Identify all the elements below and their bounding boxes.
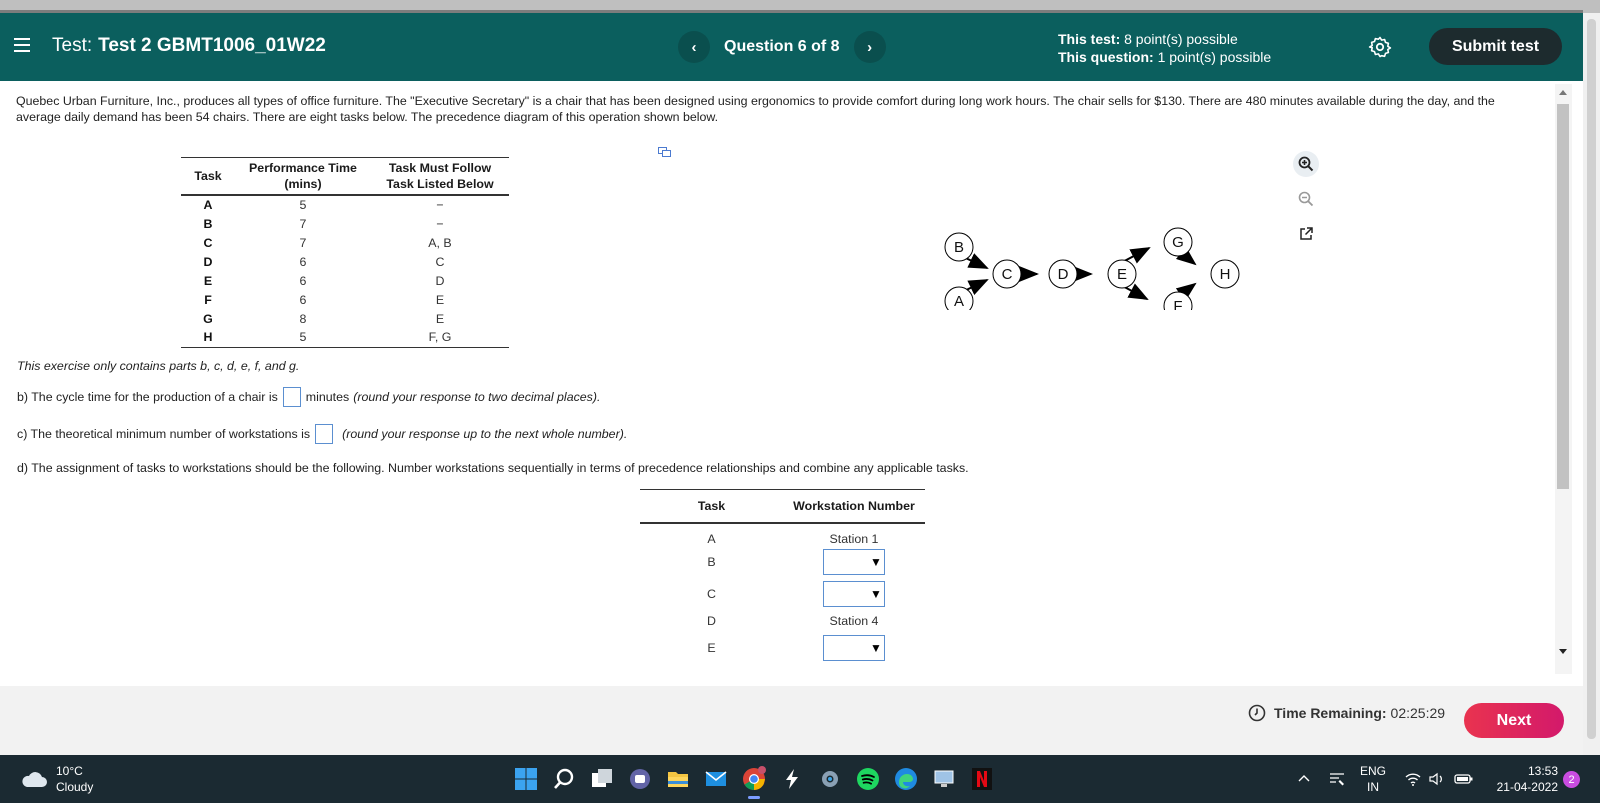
lightning-app-icon[interactable] xyxy=(776,763,808,795)
assign-task-cell: E xyxy=(707,640,716,655)
time-cell: 6 xyxy=(299,254,307,269)
svg-text:D: D xyxy=(1057,266,1069,283)
test-name: Test 2 GBMT1006_01W22 xyxy=(98,35,326,56)
part-d xyxy=(17,461,969,475)
diagram-node-f xyxy=(1164,292,1192,310)
volume-icon[interactable] xyxy=(1428,771,1446,787)
task-view-icon[interactable] xyxy=(586,763,618,795)
page-scroll-thumb[interactable] xyxy=(1587,19,1596,739)
zoom-out-icon[interactable] xyxy=(1293,186,1319,212)
table-row xyxy=(181,252,509,271)
part-c xyxy=(17,424,627,444)
part-c-text: c) The theoretical minimum number of workstations is xyxy=(17,427,311,441)
time-cell: 5 xyxy=(299,330,307,345)
temperature: 10°C xyxy=(56,764,83,778)
time-cell: 6 xyxy=(299,273,307,288)
window-top-edge xyxy=(0,0,1600,13)
netflix-icon[interactable] xyxy=(966,763,998,795)
assign-station-header: Workstation Number xyxy=(793,498,915,513)
test-points-value: 8 point(s) possible xyxy=(1124,31,1238,47)
scroll-thumb[interactable] xyxy=(1557,104,1569,489)
follow-cell: C xyxy=(435,254,445,269)
svg-text:A: A xyxy=(953,293,965,310)
task-cell: A xyxy=(203,198,213,212)
assign-station-text: Station 1 xyxy=(829,531,879,546)
svg-text:E: E xyxy=(1116,266,1128,283)
wifi-icon[interactable] xyxy=(1404,771,1422,787)
edge-icon[interactable] xyxy=(890,763,922,795)
question-intro: Quebec Urban Furniture, Inc., produces all types of office furniture. The "Executive Secretary" is a chair that has been designed using ergonomics to provide comfort during long work hours. The chair sells for $130. There are 480 minutes available during the day, and the average daily demand has been 54 chairs. There are eight tasks below. The precedence diagram of this operation shown below. xyxy=(16,94,1495,124)
weather-condition: Cloudy xyxy=(56,780,94,794)
svg-text:C: C xyxy=(1001,266,1013,283)
windows-start-icon[interactable] xyxy=(510,763,542,795)
svg-text:B: B xyxy=(953,239,965,256)
file-explorer-icon[interactable] xyxy=(662,763,694,795)
mail-icon[interactable] xyxy=(700,763,732,795)
question-points-label: This question: xyxy=(1058,49,1154,65)
page-scrollbar[interactable] xyxy=(1583,13,1600,755)
task-cell: F xyxy=(204,292,212,307)
assignment-table-header xyxy=(640,490,925,523)
time-cell: 8 xyxy=(299,311,307,326)
time-cell: 7 xyxy=(299,216,307,231)
open-external-icon[interactable] xyxy=(1293,221,1319,247)
footer-bar xyxy=(0,686,1583,755)
svg-text:G: G xyxy=(1172,234,1184,251)
diagram-node-a xyxy=(945,287,973,310)
exercise-note: This exercise only contains parts b, c, d, e, f, and g. xyxy=(17,359,300,373)
time-value: 02:25:29 xyxy=(1390,705,1446,721)
time-cell: 6 xyxy=(299,292,307,307)
task-header: Task xyxy=(194,169,222,183)
table-row xyxy=(181,290,509,309)
assign-task-cell: C xyxy=(707,586,716,601)
time-remaining xyxy=(1248,704,1445,722)
system-clock[interactable] xyxy=(1488,763,1558,795)
table-row xyxy=(640,578,925,610)
part-b-hint: (round your response to two decimal places). xyxy=(353,390,601,404)
part-d-text: d) The assignment of tasks to workstations should be the following. Number workstations sequentially in terms of precedence relationships and combine any applicable tasks. xyxy=(17,461,969,475)
table-row xyxy=(181,195,509,214)
clock-date: 21-04-2022 xyxy=(1496,780,1558,794)
table-row xyxy=(181,214,509,233)
notification-badge[interactable]: 2 xyxy=(1563,771,1580,788)
taskbar-apps xyxy=(510,763,1004,795)
diagram-node-e xyxy=(1108,260,1136,288)
question-points-value: 1 point(s) possible xyxy=(1157,49,1272,65)
zoom-in-icon[interactable] xyxy=(1293,151,1319,177)
follow-cell: D xyxy=(435,273,445,288)
hamburger-menu-icon[interactable] xyxy=(14,38,30,52)
region-code: IN xyxy=(1367,780,1379,794)
time-cell: 5 xyxy=(299,198,307,212)
time-label: Time Remaining: xyxy=(1274,705,1387,721)
clock-time: 13:53 xyxy=(1527,764,1558,778)
table-row xyxy=(181,309,509,328)
content-scrollbar[interactable] xyxy=(1555,84,1572,674)
spotify-icon[interactable] xyxy=(852,763,884,795)
chevron-down-icon: ▼ xyxy=(870,640,882,655)
table-row xyxy=(640,523,925,546)
task-cell: B xyxy=(203,216,213,231)
image-tools xyxy=(1293,151,1319,256)
precedence-diagram xyxy=(935,220,1255,310)
table-row xyxy=(181,271,509,290)
question-navigator xyxy=(678,31,886,63)
table-row xyxy=(181,233,509,252)
task-cell: E xyxy=(203,273,213,288)
test-title xyxy=(52,35,326,57)
part-b-unit: minutes xyxy=(305,390,350,404)
clock-icon xyxy=(1248,704,1266,722)
weather-widget[interactable] xyxy=(20,763,93,795)
question-label[interactable]: Question 6 of 8 xyxy=(724,38,840,55)
next-button[interactable]: Next xyxy=(1464,703,1564,738)
follow-cell: E xyxy=(435,311,445,326)
remote-desktop-icon[interactable] xyxy=(928,763,960,795)
points-info xyxy=(1058,30,1271,66)
table-row xyxy=(640,632,925,664)
copy-table-icon[interactable] xyxy=(658,144,671,154)
teams-chat-icon[interactable] xyxy=(624,763,656,795)
submit-test-button[interactable]: Submit test xyxy=(1429,28,1562,65)
min-workstations-input[interactable] xyxy=(315,424,333,444)
diagram-node-d xyxy=(1049,260,1077,288)
settings-app-icon[interactable] xyxy=(814,763,846,795)
assign-task-cell: D xyxy=(707,613,716,628)
follow-header: Task Must Follow Task Listed Below xyxy=(386,161,494,191)
station-select-c[interactable] xyxy=(823,581,885,607)
task-cell: H xyxy=(203,330,213,345)
task-table-header xyxy=(181,158,509,196)
task-cell: C xyxy=(203,235,213,250)
chevron-down-icon: ▼ xyxy=(870,586,882,601)
follow-cell: − xyxy=(436,198,444,212)
scroll-down-arrow[interactable] xyxy=(1559,649,1567,654)
follow-cell: A, B xyxy=(428,235,452,250)
follow-cell: F, G xyxy=(428,330,452,345)
test-title-prefix: Test: xyxy=(52,35,93,56)
test-points-label: This test: xyxy=(1058,31,1121,47)
search-icon[interactable] xyxy=(548,763,580,795)
next-question-button[interactable]: › xyxy=(854,31,886,63)
chevron-down-icon: ▼ xyxy=(870,554,882,569)
part-b xyxy=(17,387,600,407)
station-select-b[interactable] xyxy=(823,549,885,575)
gear-icon[interactable] xyxy=(1368,35,1392,59)
system-tray xyxy=(1296,763,1474,795)
assignment-table xyxy=(640,489,925,664)
table-row xyxy=(640,610,925,632)
diagram-node-c xyxy=(993,260,1021,288)
previous-question-button[interactable]: ‹ xyxy=(678,31,710,63)
windows-taskbar xyxy=(0,755,1600,803)
table-row xyxy=(640,546,925,578)
svg-text:H: H xyxy=(1219,266,1231,283)
diagram-node-g xyxy=(1164,228,1192,256)
assign-task-cell: A xyxy=(707,531,716,546)
chevron-up-icon[interactable] xyxy=(1296,771,1312,787)
assign-task-header: Task xyxy=(697,498,726,513)
part-b-text: b) The cycle time for the production of a chair is xyxy=(17,390,278,404)
chrome-icon[interactable] xyxy=(738,763,770,795)
cloud-icon xyxy=(20,769,48,789)
pen-input-icon[interactable] xyxy=(1328,771,1346,787)
task-cell: G xyxy=(203,311,213,326)
language-code: ENG xyxy=(1360,764,1387,778)
follow-cell: E xyxy=(435,292,445,307)
svg-text:F: F xyxy=(1173,298,1183,310)
station-select-e[interactable] xyxy=(823,635,885,661)
test-header xyxy=(0,13,1583,81)
assign-task-cell: B xyxy=(707,554,716,569)
part-c-hint: (round your response up to the next whole number). xyxy=(342,427,628,441)
follow-cell: − xyxy=(436,216,444,231)
table-row xyxy=(181,328,509,347)
cycle-time-input[interactable] xyxy=(283,387,301,407)
battery-icon[interactable] xyxy=(1454,771,1474,787)
language-indicator[interactable] xyxy=(1360,763,1386,795)
task-cell: D xyxy=(203,254,213,269)
scroll-up-arrow[interactable] xyxy=(1559,90,1567,95)
task-table xyxy=(181,157,509,348)
diagram-node-h xyxy=(1211,260,1239,288)
assign-station-text: Station 4 xyxy=(829,613,879,628)
time-cell: 7 xyxy=(299,235,307,250)
question-content xyxy=(0,81,1555,686)
time-header: Performance Time (mins) xyxy=(249,161,357,191)
diagram-node-b xyxy=(945,233,973,261)
